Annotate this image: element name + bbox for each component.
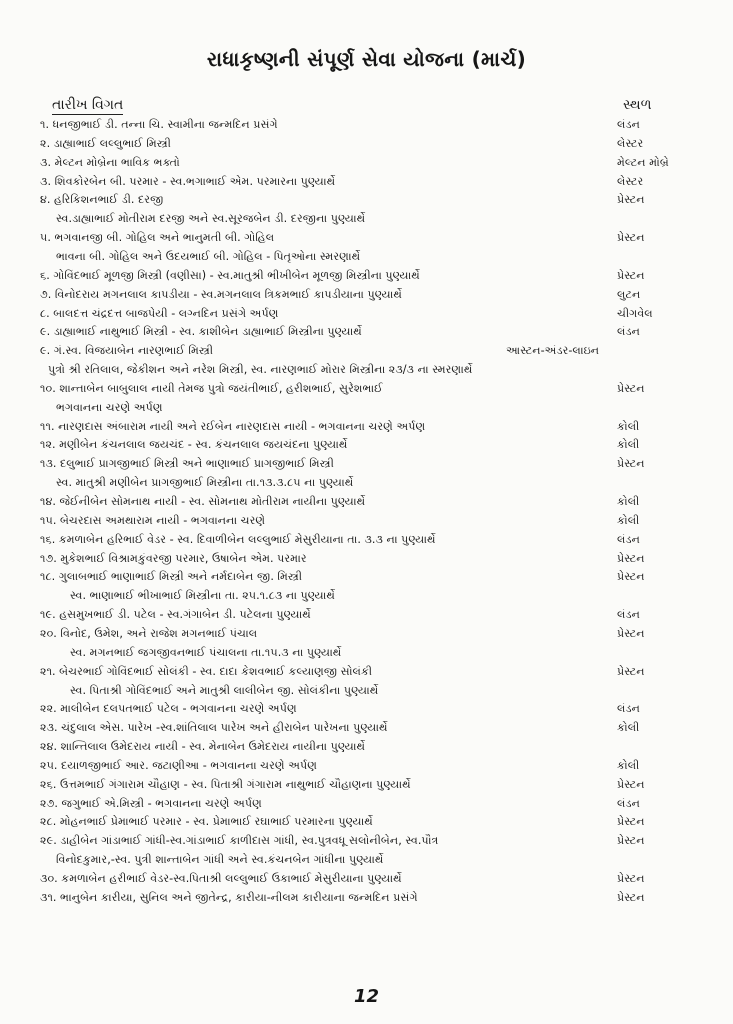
list-item	[0, 512, 733, 530]
entry-detail: ૩. મેલ્ટન મોબ્રેના ભાવિક ભક્તો	[40, 155, 180, 169]
list-item	[0, 700, 733, 718]
entry-place: પ્રેસ્ટન	[617, 193, 645, 207]
list-item	[0, 210, 733, 228]
list-item	[0, 851, 733, 869]
entry-detail: ૨૩. ચંદુલાલ એસ. પારેખ -સ્વ.શાંતિલાલ પારેખ અને હીરાબેન પારેખના પુણ્યાર્થે	[40, 721, 388, 735]
list-item	[0, 474, 733, 492]
list-item	[0, 455, 733, 473]
list-item	[0, 135, 733, 153]
entry-place: પ્રેસ્ટન	[617, 872, 645, 885]
list-item	[0, 323, 733, 341]
entry-detail: ૫. ભગવાનજી બી. ગોહિલ અને ભાનુમતી બી. ગોહિલ	[40, 231, 275, 245]
entry-place: કોલી	[617, 758, 640, 772]
list-item	[0, 399, 733, 417]
entry-place: લંડન	[617, 796, 640, 810]
entry-detail: ૯. ગં.સ્વ. વિજયાબેન નારણભાઈ મિસ્ત્રી	[40, 344, 214, 358]
entry-detail: ૧૦. શાન્તાબેન બાબુલાલ નાયી તેમજ પુત્રો જયંતીભાઈ, હરીશભાઈ, સુરેશભાઈ	[40, 381, 383, 395]
entry-detail: ૧૭. મુકેશભાઈ વિશ્રામકુંવરજી પરમાર, ઉષાબેન એમ. પરમાર	[40, 551, 307, 565]
entry-detail: ૨૪. શાન્તિલાલ ઉમેદરાય નાયી - સ્વ. મેનાબેન ઉમેદરાય નાયીના પુણ્યાર્થે	[40, 740, 366, 754]
entry-place: લુટન	[617, 287, 641, 301]
list-item	[0, 116, 733, 134]
entry-place: કોલી	[617, 438, 640, 452]
entry-place: મેલ્ટન મોબ્રે	[617, 155, 669, 169]
list-item	[0, 229, 733, 247]
entry-detail-continued: સ્વ. માતુશ્રી મણીબેન પ્રાગજીભાઈ મિસ્ત્રીના તા.૧૩.૩.૮૫ ના પુણ્યાર્થે	[56, 476, 354, 490]
list-item	[0, 248, 733, 266]
list-item	[0, 719, 733, 737]
entry-detail: ૨૭. જગુભાઈ એ.મિસ્ત્રી - ભગવાનના ચરણે અર્પણ	[40, 796, 262, 810]
list-item	[0, 493, 733, 511]
list-item	[0, 625, 733, 643]
entry-detail: ૨૨. માલીબેન દલપતભાઈ પટેલ - ભગવાનના ચરણે અર્પણ	[40, 702, 297, 716]
list-item	[0, 568, 733, 586]
entry-detail: ૧૯. હસમુખભાઈ ડી. પટેલ - સ્વ.ગંગાબેન ડી. પટેલના પુણ્યાર્થે	[40, 608, 311, 622]
list-item	[0, 889, 733, 907]
entry-place: ચીગવેલ	[617, 306, 653, 320]
entry-detail-continued: સ્વ. મગનભાઈ જગજીવનભાઈ પંચાલના તા.૧૫.૩ ના પુણ્યાર્થે	[70, 645, 342, 659]
entry-detail: ૧૫. બેચરદાસ અમથારામ નાયી - ભગવાનના ચરણે	[40, 513, 266, 527]
list-item	[0, 682, 733, 700]
entry-detail-continued: વિનોદકુમાર,-સ્વ. પુત્રી શાન્તાબેન ગાંધી અને સ્વ.કંચનબેન ગાંધીના પુણ્યાર્થે	[56, 853, 384, 867]
entry-detail: ૨૬. ઉત્તમભાઈ ગંગારામ ચૌહાણ - સ્વ. પિતાશ્રી ગંગારામ નાથુભાઈ ચૌહાણના પુણ્યાર્થે	[40, 777, 411, 791]
entry-detail: ૧૮. ગુલાબભાઈ ભાણાભાઈ મિસ્ત્રી અને નર્મદાબેન જી. મિસ્ત્રી	[40, 570, 303, 584]
entry-place: લંડન	[617, 532, 640, 546]
entry-detail: ૧૧. નારણદાસ અંબારામ નાયી અને રઈબેન નારણદાસ નાયી - ભગવાનના ચરણે અર્પણ	[40, 419, 426, 433]
entry-detail: ૧૬. કમળાબેન હરિભાઈ વેડર - સ્વ. દિવાળીબેન લલ્લુભાઈ મેસુરીયાના તા. ૩.૩ ના પુણ્યાર્થે	[40, 532, 436, 546]
entry-detail: ૨૮. મોહનભાઈ પ્રેમાભાઈ પરમાર - સ્વ. પ્રેમાભાઈ રઘાભાઈ પરમારના પુણ્યાર્થે	[40, 815, 373, 829]
entry-detail: ૧. ધનજીભાઈ ડી. તન્ના ચિ. સ્વામીના જન્મદિન પ્રસંગે	[40, 118, 278, 131]
entry-detail: ૨૫. દયાળજીભાઈ આર. જટાણીઆ - ભગવાનના ચરણે અર્પણ	[40, 758, 318, 772]
column-header-date-details: તારીખ વિગત	[52, 97, 124, 113]
entry-place: લંડન	[617, 325, 640, 339]
list-item	[0, 644, 733, 662]
list-item	[0, 738, 733, 756]
entry-detail: ૧૨. મણીબેન કંચનલાલ જયચંદ - સ્વ. કંચનલાલ જયચંદના પુણ્યાર્થે	[40, 438, 348, 452]
list-item	[0, 286, 733, 304]
list-item	[0, 154, 733, 172]
entry-place: પ્રેસ્ટન	[617, 268, 645, 282]
entry-detail: ૨. ડાહ્યાભાઈ લલ્લુભાઈ મિસ્ત્રી	[40, 136, 171, 150]
list-item	[0, 587, 733, 605]
list-item	[0, 191, 733, 209]
list-item	[0, 361, 733, 379]
entry-place: કોલી	[617, 495, 640, 508]
list-item	[0, 380, 733, 398]
entry-place: પ્રેસ્ટન	[617, 231, 645, 245]
entry-place: કોલી	[617, 419, 640, 433]
entry-detail: ૬. ગોવિંદભાઈ મૂળજી મિસ્ત્રી (વણીસા) - સ્વ.માતુશ્રી ભીખીબેન મૂળજી મિસ્ત્રીના પુણ્યાર્થે	[40, 268, 420, 282]
entry-place: પ્રેસ્ટન	[617, 457, 645, 471]
entry-detail-continued: સ્વ.ડાહ્યાભાઈ મોતીરામ દરજી અને સ્વ.સૂરજબેન ડી. દરજીના પુણ્યાર્થે	[56, 212, 366, 226]
list-item	[0, 776, 733, 794]
list-item	[0, 813, 733, 831]
entry-place: લંડન	[617, 118, 640, 131]
page-title: રાધાકૃષ્ણની સંપૂર્ણ સેવા યોજના (માર્ચ)	[206, 47, 527, 71]
entry-place: આસ્ટન-અંડર-લાઇન	[506, 344, 600, 358]
entry-place: પ્રેસ્ટન	[617, 381, 645, 395]
list-item	[0, 606, 733, 624]
entry-detail: ૯. ડાહ્યાભાઈ નાથુભાઈ મિસ્ત્રી - સ્વ. કાશીબેન ડાહ્યાભાઈ મિસ્ત્રીના પુણ્યાર્થે	[40, 325, 362, 339]
entry-place: લેસ્ટર	[617, 136, 644, 150]
list-item	[0, 832, 733, 850]
entry-place: લંડન	[617, 608, 640, 622]
entry-detail-continued: ભગવાનના ચરણે અર્પણ	[56, 400, 163, 414]
list-item	[0, 342, 733, 360]
entry-detail: ૨૯. ડાહીબેન ગાંડાભાઈ ગાંધી-સ્વ.ગાંડાભાઈ કાળીદાસ ગાંધી, સ્વ.પુત્રવધૂ સલોનીબેન, સ્વ.પૌત્ર	[40, 834, 439, 848]
entry-detail: ૩૧. ભાનુબેન કારીયા, સુનિલ અને જીતેન્દ્ર, કારીયા-નીલમ કારીયાના જન્મદિન પ્રસંગે	[40, 890, 418, 904]
entry-place: પ્રેસ્ટન	[617, 664, 645, 678]
entry-place: પ્રેસ્ટન	[617, 777, 645, 791]
list-item	[0, 663, 733, 681]
entry-place: પ્રેસ્ટન	[617, 551, 645, 565]
entry-place: પ્રેસ્ટન	[617, 626, 645, 640]
entry-place: પ્રેસ્ટન	[617, 834, 645, 848]
entry-detail-continued: ભાવના બી. ગોહિલ અને ઉદયભાઈ બી. ગોહિલ - પિતૃઓના સ્મરણાર્થે	[56, 249, 361, 263]
entry-detail: ૧૪. જેઈનીબેન સોમનાથ નાયી - સ્વ. સોમનાથ મોતીરામ નાયીના પુણ્યાર્થે	[40, 495, 366, 508]
list-item	[0, 418, 733, 436]
entry-detail: ૧૩. દલુભાઈ પ્રાગજીભાઈ મિસ્ત્રી અને ભાણાભાઈ પ્રાગજીભાઈ મિસ્ત્રી	[40, 457, 334, 471]
entry-detail: ૩. શિવકોરબેન બી. પરમાર - સ્વ.ભગાભાઈ એમ. પરમારના પુણ્યાર્થે	[40, 174, 336, 188]
entry-place: પ્રેસ્ટન	[617, 815, 645, 829]
list-item	[0, 267, 733, 285]
entry-place: લંડન	[617, 702, 640, 716]
entry-place: લેસ્ટર	[617, 174, 644, 188]
entry-place: કોલી	[617, 513, 640, 527]
entry-detail: ૭. વિનોદરાય મગનલાલ કાપડીયા - સ્વ.મગનલાલ ત્રિકમભાઈ કાપડીયાના પુણ્યાર્થે	[40, 287, 402, 301]
list-item	[0, 870, 733, 888]
column-header-place: સ્થળ	[623, 97, 652, 113]
entry-place: પ્રેસ્ટન	[617, 890, 645, 904]
entry-place: પ્રેસ્ટન	[617, 570, 645, 584]
entry-place: કોલી	[617, 721, 640, 735]
entry-detail: ૨૦. વિનોદ, ઉમેશ, અને રાજેશ મગનભાઈ પંચાલ	[40, 626, 258, 640]
entry-detail: ૮. બાલદત્ત ચંદ્રદત્ત બાજપેયી - લગ્નદિન પ્રસંગે અર્પણ	[40, 306, 279, 320]
list-item	[0, 550, 733, 568]
list-item	[0, 173, 733, 191]
entry-detail-continued: પુત્રો શ્રી રતિલાલ, જેકીશન અને નરેશ મિસ્ત્રી, સ્વ. નારણભાઈ મોરાર મિસ્ત્રીના ૨૩/૩ ના સ્મરણાર્થે	[48, 363, 473, 377]
list-item	[0, 795, 733, 813]
list-item	[0, 305, 733, 323]
list-item	[0, 531, 733, 549]
list-item	[0, 436, 733, 454]
entry-detail-continued: સ્વ. ભાણાભાઈ ભીખાભાઈ મિસ્ત્રીના તા. ૨૫.૧.૮૩ ના પુણ્યાર્થે	[70, 589, 336, 603]
list-item	[0, 757, 733, 775]
page-number: 12	[353, 986, 380, 1007]
entry-detail-continued: સ્વ. પિતાશ્રી ગોવિંદભાઈ અને માતુશ્રી લાલીબેન જી. સોલંકીના પુણ્યાર્થે	[70, 683, 379, 697]
entry-detail: ૩૦. કમળાબેન હરીભાઈ વેડર-સ્વ.પિતાશ્રી લલ્લુભાઈ ઉકાભાઈ મેસુરીયાના પુણ્યાર્થે	[40, 872, 402, 885]
entry-detail: ૨૧. બેચરભાઈ ગોવિંદભાઈ સોલંકી - સ્વ. દાદા કેશવભાઈ કલ્યાણજી સોલંકી	[40, 664, 373, 678]
entry-detail: ૪. હરિકિશનભાઈ ડી. દરજી	[40, 193, 164, 207]
